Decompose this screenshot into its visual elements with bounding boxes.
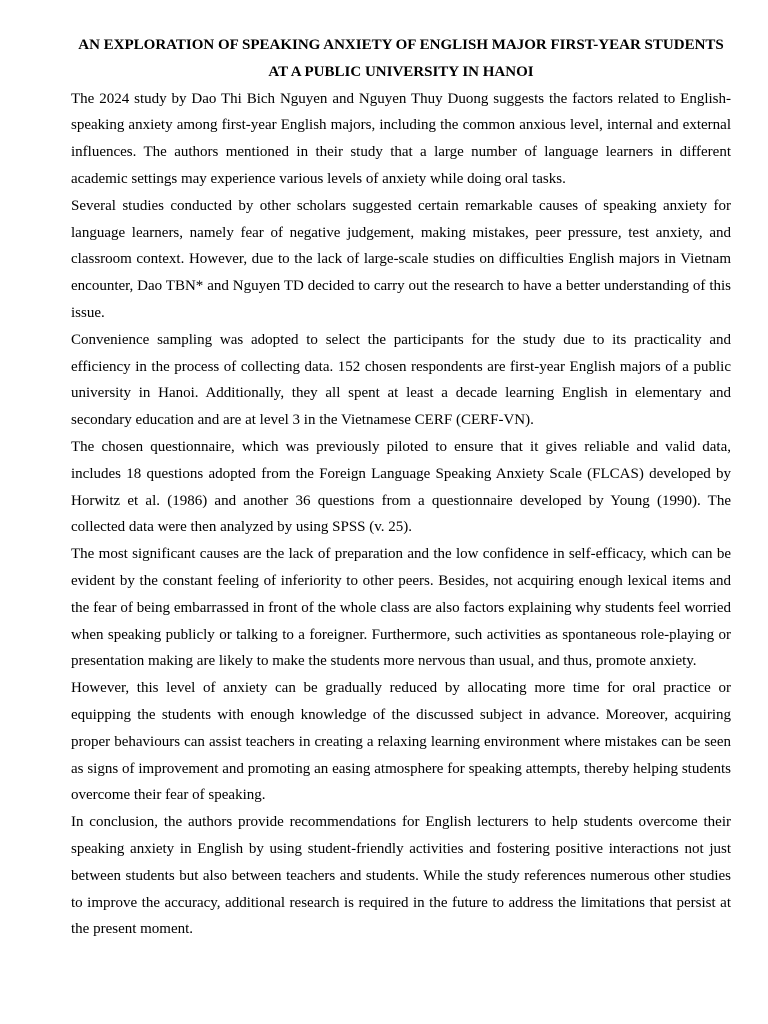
title-line-2: AT A PUBLIC UNIVERSITY IN HANOI bbox=[268, 63, 534, 80]
title-line-1: AN EXPLORATION OF SPEAKING ANXIETY OF ENGLISH MAJOR FIRST-YEAR STUDENTS bbox=[78, 37, 724, 53]
paragraph-previous-studies: Several studies conducted by other scholars suggested certain remarkable causes of speaking anxiety for language learners, namely fear of negative judgement, making mistakes, peer pressure, test anxiety, and classroom context. However, due to the lack of large-scale studies on difficulties English majors in Vietnam encounter, Dao TBN* and Nguyen TD decided to carry out the research to have a better understanding of this issue. bbox=[71, 197, 731, 321]
paragraph-sampling: Convenience sampling was adopted to select the participants for the study due to its practicality and efficiency in the process of collecting data. 152 chosen respondents are first-year English majors of a public university in Hanoi. Additionally, they all spent at least a decade learning English in elementary and secondary education and are at level 3 in the Vietnamese CERF (CERF-VN). bbox=[71, 331, 731, 429]
paragraph-solutions: However, this level of anxiety can be gradually reduced by allocating more time for oral practice or equipping the students with enough knowledge of the discussed subject in advance. Moreover, acquiring proper behaviours can assist teachers in creating a relaxing learning environment where mistakes can be seen as signs of improvement and promoting an easing atmosphere for speaking attempts, thereby helping students overcome their fear of speaking. bbox=[71, 680, 731, 804]
paragraph-questionnaire: The chosen questionnaire, which was previously piloted to ensure that it gives reliable and valid data, includes 18 questions adopted from the Foreign Language Speaking Anxiety Scale (FLCAS) developed by Horwitz et al. (1986) and another 36 questions from a questionnaire developed by Young (1990). The collected data were then analyzed by using SPSS (v. 25). bbox=[71, 438, 731, 536]
document-title bbox=[71, 32, 731, 86]
document-page bbox=[71, 32, 731, 943]
paragraph-introduction: The 2024 study by Dao Thi Bich Nguyen and Nguyen Thuy Duong suggests the factors related to English-speaking anxiety among first-year English majors, including the common anxious level, internal and external influences. The authors mentioned in their study that a large number of language learners in different academic settings may experience various levels of anxiety while doing oral tasks. bbox=[71, 90, 731, 187]
paragraph-causes: The most significant causes are the lack of preparation and the low confidence in self-efficacy, which can be evident by the constant feeling of inferiority to other peers. Besides, not acquiring enough lexical items and the fear of being embarrassed in front of the whole class are also factors explaining why students feel worried when speaking publicly or talking to a foreigner. Furthermore, such activities as spontaneous role-playing or presentation making are likely to make the students more nervous than usual, and thus, promote anxiety. bbox=[71, 546, 731, 670]
paragraph-conclusion: In conclusion, the authors provide recommendations for English lecturers to help students overcome their speaking anxiety in English by using student-friendly activities and fostering positive interactions not just between students but also between teachers and students. While the study references numerous other studies to improve the accuracy, additional research is required in the future to address the limitations that persist at the present moment. bbox=[71, 814, 731, 938]
